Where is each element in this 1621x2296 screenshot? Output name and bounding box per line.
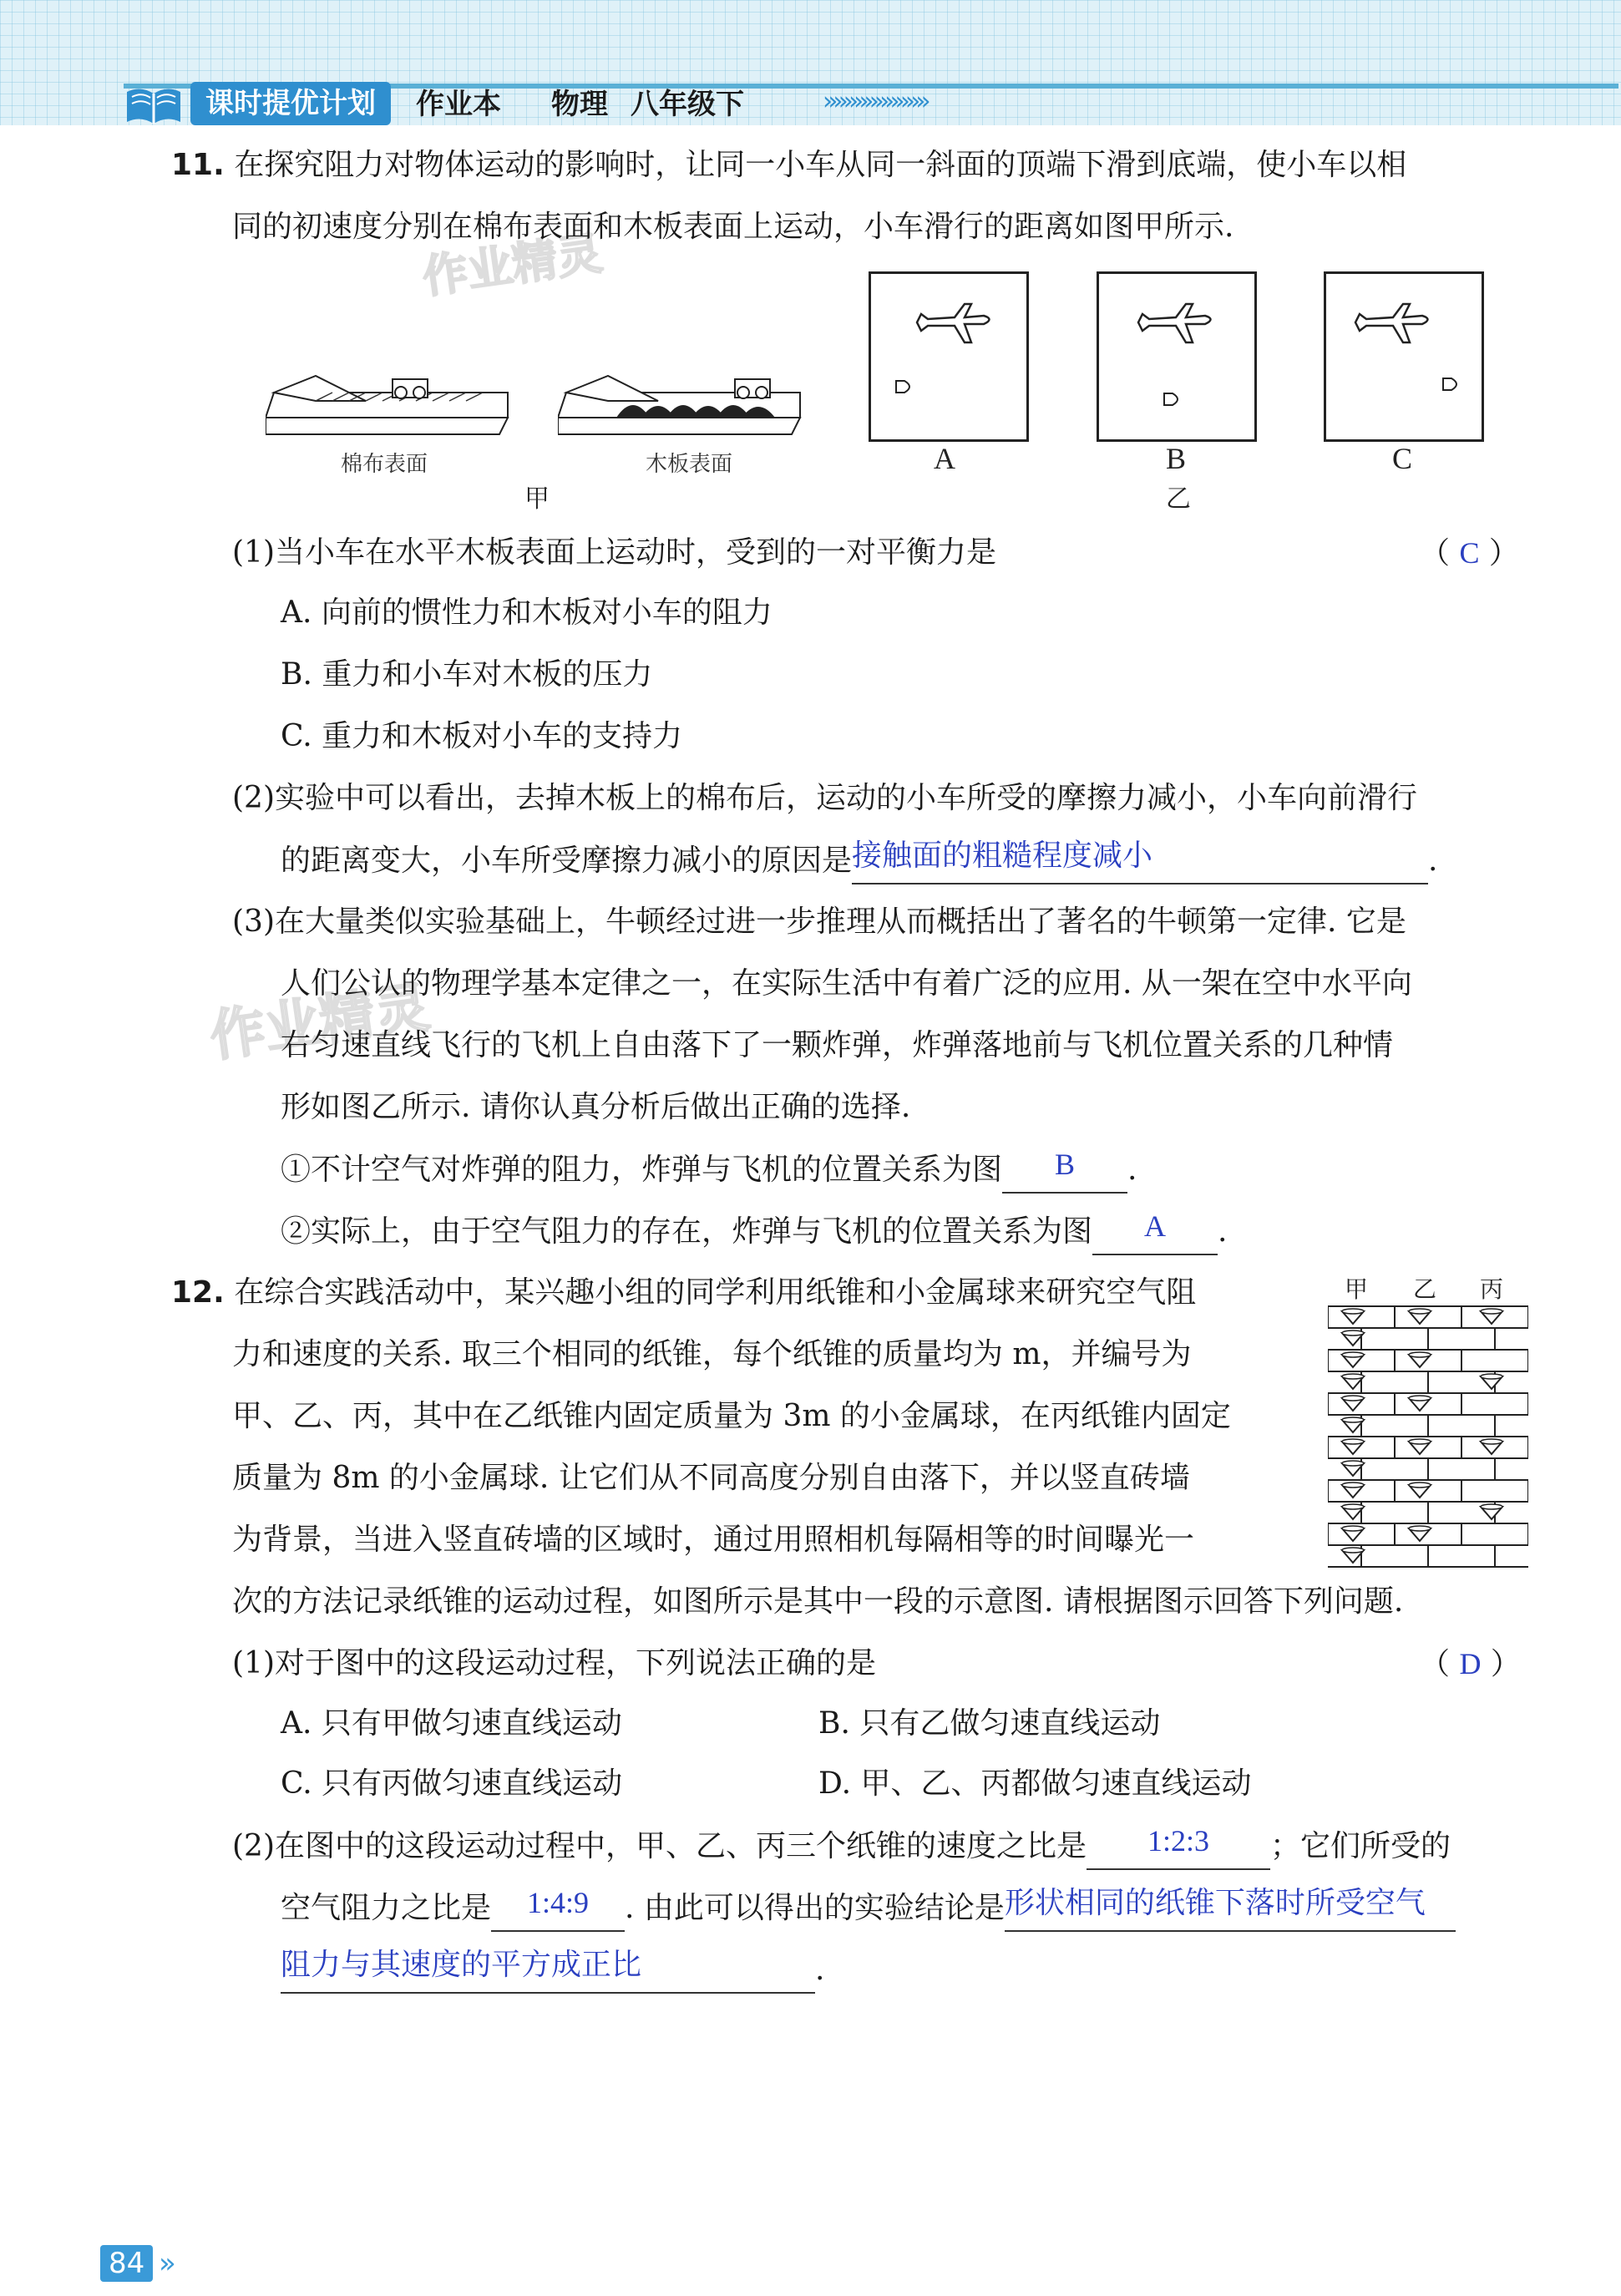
brick-label-jia: 甲	[1345, 1275, 1369, 1303]
figure-yi-label: 乙	[1166, 484, 1191, 514]
q12-p2-blank3-cont	[281, 1948, 815, 1994]
q11-p1-stem: (1)当小车在水平木板表面上运动时，受到的一对平衡力是	[232, 535, 996, 570]
q11-p3-sub1-pre: ①不计空气对炸弹的阻力，炸弹与飞机的位置关系为图	[281, 1153, 1003, 1187]
q11-stem-1: 在探究阻力对物体运动的影响时，让同一小车从同一斜面的顶端下滑到底端，使小车以相	[234, 148, 1407, 182]
bomb-icon	[1441, 376, 1463, 393]
q12-p1-stem: (1)对于图中的这段运动过程，下列说法正确的是	[232, 1646, 876, 1680]
header-subject: 物理	[551, 88, 608, 121]
q12-p2-post1: ；它们所受的	[1270, 1829, 1451, 1863]
bomb-icon	[894, 378, 916, 395]
q12-p1-answer-paren: （ D ）	[1420, 1647, 1521, 1681]
q12-p2-line3	[281, 1948, 824, 1994]
q12-p2-blank2	[491, 1886, 625, 1932]
paper-cone-rim	[1342, 1526, 1364, 1531]
q11-p3-line2: 人们公认的物理学基本定律之一，在实际生活中有着广泛的应用. 从一架在空中水平向	[281, 966, 1412, 1001]
q11-p2-line2-pre: 的距离变大，小车所受摩擦力减小的原因是	[281, 844, 853, 878]
q11-line1	[171, 144, 1406, 187]
q11-p3-sub2	[281, 1209, 1227, 1255]
watermark: 作业精灵	[419, 226, 605, 304]
q11-p2-line2	[281, 839, 1437, 884]
figure-yi-label-a: A	[934, 442, 955, 475]
brick-wall-figure	[1328, 1305, 1528, 1569]
page-number: 84	[100, 2245, 153, 2282]
q12-line3: 甲、乙、丙，其中在乙纸锥内固定质量为 3m 的小金属球，在丙纸锥内固定	[232, 1399, 1231, 1433]
paper-cone-rim	[1342, 1417, 1364, 1422]
q11-p3-sub2-end: .	[1218, 1214, 1228, 1249]
paper-cone-rim	[1342, 1330, 1364, 1336]
q11-p3-sub1-blank	[1002, 1148, 1127, 1194]
q12-p1-option-c: C. 只有丙做匀速直线运动	[281, 1766, 623, 1801]
paper-cone-rim	[1342, 1309, 1364, 1314]
paper-cone-rim	[1342, 1483, 1364, 1488]
q12-p2-pre1: (2)在图中的这段运动过程中，甲、乙、丙三个纸锥的速度之比是	[232, 1829, 1087, 1863]
paper-cone-rim	[1481, 1439, 1502, 1444]
paper-cone-rim	[1342, 1352, 1364, 1357]
q11-number: 11.	[171, 148, 225, 182]
header-grade: 八年级下	[631, 88, 744, 121]
q12-p1-option-d: D. 甲、乙、丙都做匀速直线运动	[818, 1766, 1252, 1801]
paper-cone-rim	[1342, 1461, 1364, 1466]
brand-logo: 课时提优计划	[190, 82, 391, 125]
q11-p3-line3: 右匀速直线飞行的飞机上自由落下了一颗炸弹，炸弹落地前与飞机位置关系的几种情	[281, 1028, 1394, 1062]
paper-cone-rim	[1409, 1483, 1431, 1488]
caption-wood: 木板表面	[646, 451, 733, 476]
q12-line1-row	[171, 1271, 1196, 1315]
q12-line1: 在综合实践活动中，某兴趣小组的同学利用纸锥和小金属球来研究空气阻	[234, 1275, 1197, 1310]
q11-p3-sub2-pre: ②实际上，由于空气阻力的存在，炸弹与飞机的位置关系为图	[281, 1214, 1093, 1249]
figure-yi-box-c	[1324, 271, 1484, 442]
figure-jia-label: 甲	[524, 484, 550, 514]
q12-p2-answer1: 1:2:3	[1147, 1824, 1209, 1858]
header-arrows: »»»»»»»»»»	[823, 87, 926, 116]
q11-p2-answer: 接触面的粗糙程度减小	[852, 839, 1153, 872]
airplane-icon	[913, 297, 996, 347]
q12-number: 12.	[171, 1275, 225, 1310]
airplane-icon	[1134, 297, 1218, 347]
page-arrow-icon: »	[159, 2247, 176, 2280]
q11-p3-sub2-blank	[1092, 1209, 1218, 1255]
paper-cone-rim	[1409, 1396, 1431, 1401]
q12-p2-answer2: 1:4:9	[527, 1886, 590, 1919]
paper-cone-rim	[1342, 1548, 1364, 1553]
open-book-icon	[124, 80, 184, 127]
q11-p2-blank	[852, 839, 1428, 884]
q12-p2-answer3b: 阻力与其速度的平方成正比	[281, 1948, 642, 1981]
q11-p3-sub1-answer: B	[1055, 1148, 1076, 1181]
wood-surface-figure	[558, 367, 808, 451]
q12-p2-mid2: . 由此可以得出的实验结论是	[625, 1891, 1005, 1925]
header-book: 作业本	[416, 88, 501, 121]
cotton-surface-figure	[266, 367, 516, 451]
q12-p2-blank3	[1005, 1886, 1456, 1932]
watermark: 作业精灵	[205, 974, 433, 1069]
q11-p1-option-b: B. 重力和小车对木板的压力	[281, 657, 653, 692]
q12-p1-option-b: B. 只有乙做匀速直线运动	[818, 1706, 1161, 1741]
q12-p2-blank1	[1087, 1824, 1270, 1870]
q12-line2: 力和速度的关系. 取三个相同的纸锥，每个纸锥的质量均为 m，并编号为	[232, 1337, 1192, 1371]
brick-label-bing: 丙	[1480, 1275, 1504, 1303]
q11-stem-2: 同的初速度分别在棉布表面和木板表面上运动，小车滑行的距离如图甲所示.	[232, 210, 1234, 244]
paper-cone-rim	[1481, 1309, 1502, 1314]
caption-cotton: 棉布表面	[341, 451, 428, 476]
airplane-icon	[1351, 297, 1435, 347]
q12-line5: 为背景，当进入竖直砖墙的区域时，通过用照相机每隔相等的时间曝光一	[232, 1523, 1195, 1557]
q12-p2-pre2: 空气阻力之比是	[281, 1891, 492, 1925]
figure-yi-label-c: C	[1392, 442, 1413, 475]
brick-label-yi: 乙	[1413, 1275, 1437, 1303]
paper-cone-rim	[1481, 1374, 1502, 1379]
q11-p3-sub1-end: .	[1127, 1153, 1137, 1187]
q12-p2-line1	[232, 1824, 1451, 1870]
q11-p1-answer: C	[1459, 536, 1480, 570]
q12-line6: 次的方法记录纸锥的运动过程，如图所示是其中一段的示意图. 请根据图示回答下列问题.	[232, 1584, 1404, 1619]
paper-cone-rim	[1409, 1352, 1431, 1357]
q11-p3-line1: (3)在大量类似实验基础上，牛顿经过进一步推理从而概括出了著名的牛顿第一定律. 它是	[232, 905, 1406, 939]
q11-p3-line4: 形如图乙所示. 请你认真分析后做出正确的选择.	[281, 1090, 911, 1124]
paper-cone-rim	[1481, 1504, 1502, 1509]
paper-cone-rim	[1409, 1309, 1431, 1314]
q12-p2-end: .	[815, 1953, 825, 1987]
figure-yi-label-b: B	[1166, 442, 1187, 475]
q12-p1-option-a: A. 只有甲做匀速直线运动	[281, 1706, 622, 1741]
figure-yi-box-a	[869, 271, 1029, 442]
q12-p2-line2	[281, 1886, 1456, 1932]
figure-yi-box-b	[1097, 271, 1257, 442]
q11-p3-sub1	[281, 1148, 1137, 1194]
paper-cone-rim	[1342, 1374, 1364, 1379]
q11-p1-answer-paren: （ C ）	[1420, 536, 1519, 570]
q11-p1-option-c: C. 重力和木板对小车的支持力	[281, 719, 683, 753]
q12-line4: 质量为 8m 的小金属球. 让它们从不同高度分别自由落下，并以竖直砖墙	[232, 1461, 1190, 1495]
q11-p1-option-a: A. 向前的惯性力和木板对小车的阻力	[281, 596, 773, 630]
q12-p1-answer: D	[1459, 1647, 1482, 1680]
paper-cone-rim	[1409, 1526, 1431, 1531]
paper-cone-rim	[1409, 1439, 1431, 1444]
bomb-icon	[1163, 391, 1184, 408]
paper-cone-rim	[1342, 1504, 1364, 1509]
q11-p2-line1: (2)实验中可以看出，去掉木板上的棉布后，运动的小车所受的摩擦力减小，小车向前滑行	[232, 781, 1417, 815]
q11-p2-line2-end: .	[1428, 844, 1438, 878]
q12-p2-answer3a: 形状相同的纸锥下落时所受空气	[1004, 1886, 1426, 1919]
q11-p3-sub2-answer: A	[1144, 1209, 1167, 1243]
paper-cone-rim	[1342, 1439, 1364, 1444]
paper-cone-rim	[1342, 1396, 1364, 1401]
